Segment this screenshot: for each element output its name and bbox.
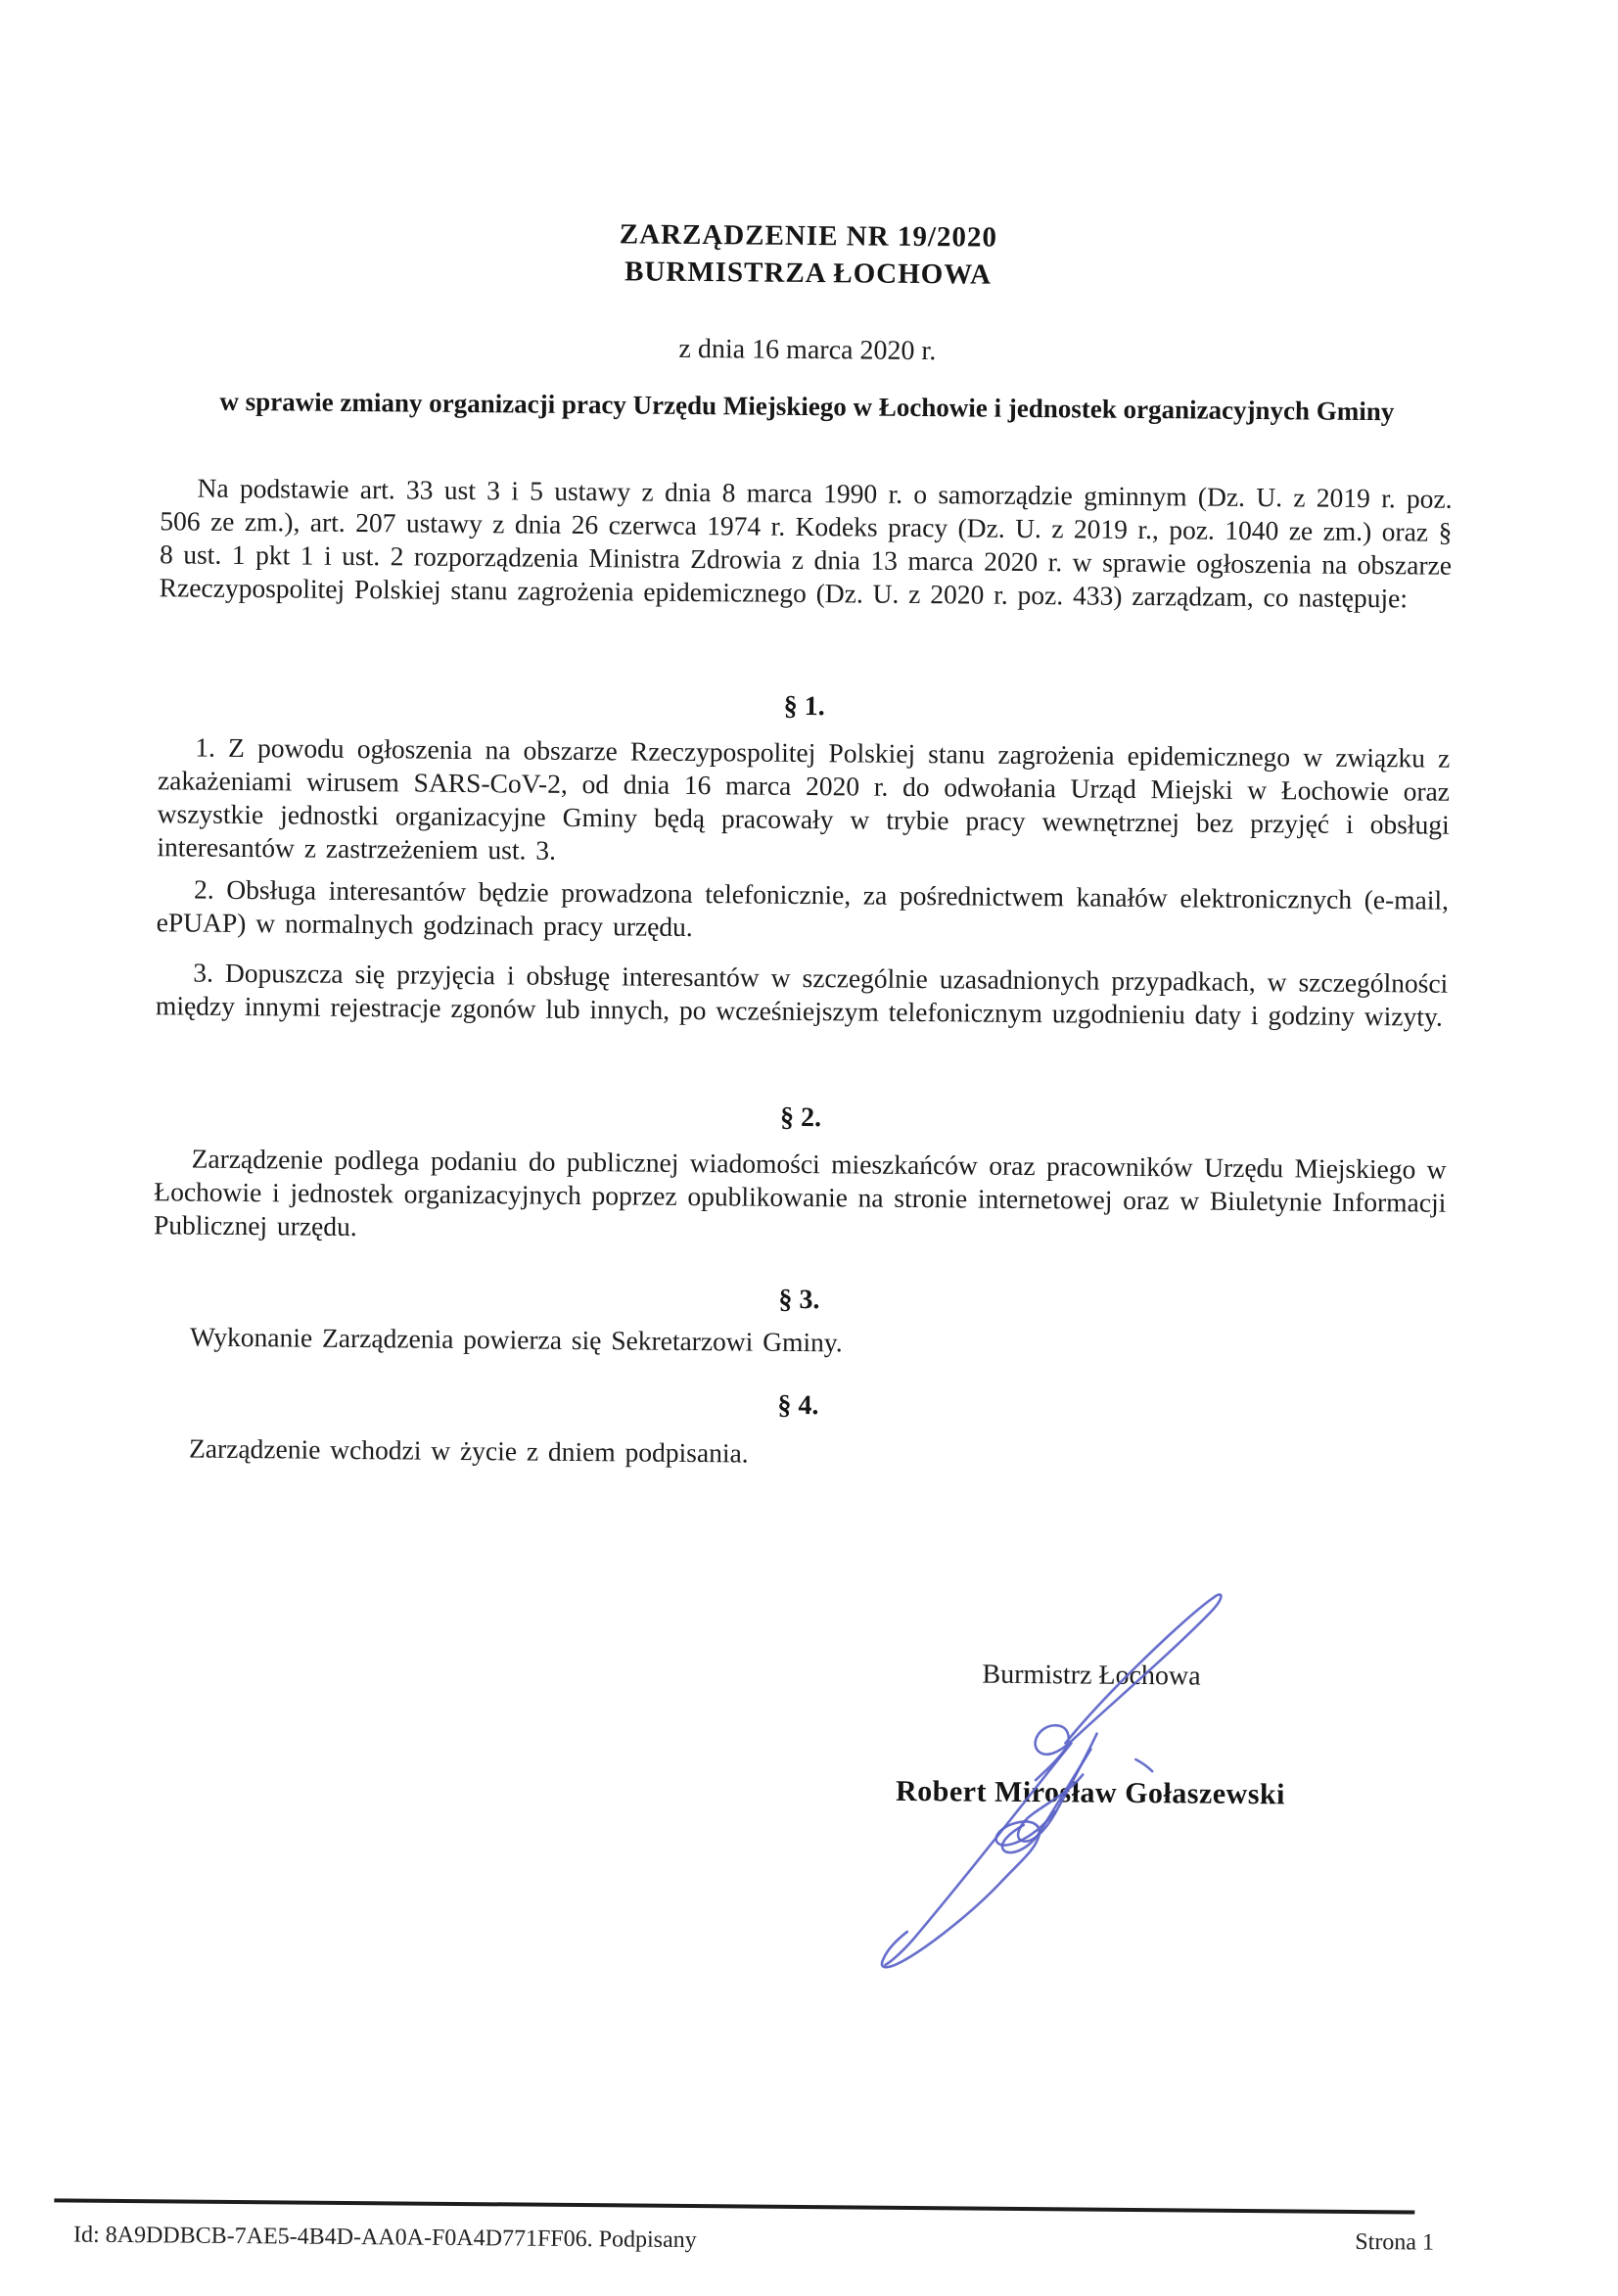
- section-1-paragraph-3: 3. Dopuszcza się przyjęcia i obsługę interesantów w szczególnie uzasadnionych przypadkach, w szczególności między innymi rejestracje zgonów lub innych, po wcześniejszym telefonicznym uzgodnieniu daty i godziny wizyty.: [155, 957, 1449, 1032]
- footer-document-id: Id: 8A9DDBCB-7AE5-4B4D-AA0A-F0A4D771FF06. Podpisany: [72, 2222, 697, 2254]
- ordinance-date: z dnia 16 marca 2020 r.: [678, 333, 937, 367]
- footer-page-number: Strona 1: [1355, 2228, 1435, 2256]
- ordinance-title-line2: BURMISTRZA ŁOCHOWA: [624, 256, 993, 291]
- signature-ink: [861, 1566, 1237, 1980]
- signatory-role: Burmistrz Łochowa: [982, 1659, 1201, 1692]
- section-1-heading: § 1.: [783, 690, 825, 723]
- section-3-paragraph-1: Wykonanie Zarządzenia powierza się Sekretarzowi Gminy.: [189, 1321, 843, 1358]
- section-1-paragraph-2: 2. Obsługa interesantów będzie prowadzona telefonicznie, za pośrednictwem kanałów elektronicznych (e-mail, ePUAP) w normalnych godzinach pracy urzędu.: [156, 873, 1450, 943]
- section-3-heading: § 3.: [778, 1284, 820, 1316]
- ordinance-subject: w sprawie zmiany organizacji pracy Urzędu Miejskiego w Łochowie i jednostek organizacyjnych Gminy: [219, 386, 1395, 427]
- section-2-paragraph-1: Zarządzenie podlega podaniu do publicznej wiadomości mieszkańców oraz pracowników Urzędu Miejskiego w Łochowie i jednostek organizacyjnych poprzez opublikowanie na stronie internetowej oraz w Biuletynie Informacji Publicznej urzędu.: [153, 1143, 1447, 1242]
- ordinance-title-line1: ZARZĄDZENIE NR 19/2020: [619, 218, 998, 254]
- section-4-paragraph-1: Zarządzenie wchodzi w życie z dniem podpisania.: [188, 1432, 749, 1469]
- section-2-heading: § 2.: [779, 1101, 822, 1134]
- footer-divider: [54, 2198, 1414, 2214]
- ordinance-title: [162, 211, 1455, 298]
- section-4-heading: § 4.: [777, 1389, 819, 1422]
- section-1-paragraph-1: 1. Z powodu ogłoszenia na obszarze Rzeczypospolitej Polskiej stanu zagrożenia epidemicznego w związku z zakażeniami wirusem SARS-CoV-2, od dnia 16 marca 2020 r. do odwołania Urząd Miejski w Łochowie oraz wszystkie jednostki organizacyjne Gminy będą pracowały w trybie pracy wewnętrznej bez przyjęć i obsługi interesantów z zastrzeżeniem ust. 3.: [157, 731, 1451, 866]
- signatory-name: Robert Mirosław Gołaszewski: [895, 1774, 1286, 1811]
- legal-basis-paragraph: Na podstawie art. 33 ust 3 i 5 ustawy z dnia 8 marca 1990 r. o samorządzie gminnym (Dz. U. z 2019 r. poz. 506 ze zm.), art. 207 ustawy z dnia 26 czerwca 1974 r. Kodeks pracy (Dz. U. z 2019 r., poz. 1040 ze zm.) oraz § 8 ust. 1 pkt 1 i ust. 2 rozporządzenia Ministra Zdrowia z dnia 13 marca 2020 r. w sprawie ogłoszenia na obszarze Rzeczypospolitej Polskiej stanu zagrożenia epidemicznego (Dz. U. z 2020 r. poz. 433) zarządzam, co następuje:: [159, 472, 1453, 614]
